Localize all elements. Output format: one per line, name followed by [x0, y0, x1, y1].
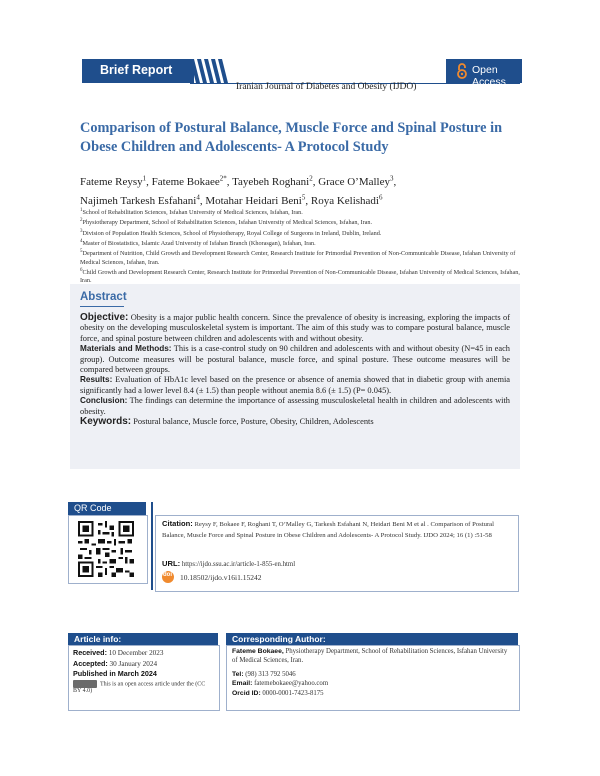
abstract-methods: Materials and Methods: This is a case-control study on 90 children and adolescents with and without obesity (N=45 in each group). Outcome measures will be postural balance, muscle force, and spinal posture. These outcome measures will be compared between groups.	[80, 344, 510, 375]
doi-icon: doi	[162, 571, 174, 583]
article-title-line: Obese Children and Adolescents- A Protocol Study	[80, 139, 389, 155]
affiliation-list	[80, 207, 520, 286]
corresponding-author-heading-bar	[226, 633, 518, 645]
received-date: Received: 10 December 2023	[73, 648, 164, 657]
citation-accent-bar	[151, 502, 153, 590]
abstract-conclusion: Conclusion: The findings can determine the importance of assessing musculoskeletal health in children and adolescents with obesity.	[80, 396, 510, 416]
citation-text	[162, 518, 512, 541]
article-title-line: Comparison of Postural Balance, Muscle Force and Spinal Posture in	[80, 120, 503, 136]
author: Roya Kelishadi$^6$	[310, 193, 383, 208]
abstract-heading-underline	[80, 306, 124, 307]
affiliation: $^1$School of Rehabilitation Sciences, Isfahan University of Medical Sciences, Isfahan, Iran.	[80, 208, 303, 217]
author-list	[80, 170, 520, 209]
author: Fateme Reysy$^1$,	[80, 174, 152, 188]
accepted-date: Accepted: 30 January 2024	[73, 658, 158, 668]
qr-code-heading: QR Code	[74, 503, 112, 513]
corresponding-orcid: Orcid ID: 0000-0001-7423-8175	[232, 689, 324, 697]
article-title	[80, 119, 520, 157]
corresponding-author-heading: Corresponding Author:	[232, 634, 326, 644]
affiliation: $^5$Department of Nutrition, Child Growth and Development Research Center, Research Institute for Primordial Prevention of Non-Communicable Disease, Isfahan University of Medical Sciences, Isfahan, Iran.	[80, 249, 516, 266]
doi-link[interactable]: 10.18502/ijdo.v16i1.15242	[180, 573, 262, 582]
qr-code-heading-bar	[68, 502, 146, 515]
author: Tayebeh Roghani$^2$,	[232, 174, 319, 188]
open-access-lock-icon	[456, 63, 468, 79]
article-info-heading-bar	[68, 633, 218, 645]
citation-label: Citation:	[162, 519, 193, 528]
section-label-bar	[82, 59, 194, 83]
published-date: Published in March 2024	[73, 669, 157, 678]
open-access-label: Open Access	[472, 64, 506, 88]
journal-name: Iranian Journal of Diabetes and Obesity (IJDO)	[236, 82, 417, 92]
qr-code-image[interactable]	[78, 521, 134, 577]
abstract-keywords: Keywords: Postural balance, Muscle force, Posture, Obesity, Children, Adolescents	[80, 416, 374, 428]
author: Grace O’Malley$^3$,	[318, 174, 397, 188]
cc-by-license-icon[interactable]	[73, 680, 97, 688]
corresponding-tel: Tel: (98) 313 792 5046	[232, 670, 296, 678]
open-access-bar	[446, 59, 522, 88]
url-label: URL:	[162, 559, 181, 568]
corresponding-author-text	[232, 647, 514, 698]
article-info-heading: Article info:	[74, 634, 122, 644]
author: Fateme Bokaee$^{2*}$,	[151, 174, 233, 188]
section-label: Brief Report	[100, 63, 173, 77]
author: Motahar Heidari Beni$^5$,	[205, 193, 311, 208]
abstract-objective: Objective: Obesity is a major public health concern. Since the prevalence of obesity is increasing, exploring the impacts of obesity on the developing musculoskeletal system is important. The aim of this study was to compare postural balance, muscle force, and spinal posture between children and adolescents with and without obesity.	[80, 312, 510, 343]
abstract-results: Results: Evaluation of HbA1c level based on the presence or absence of anemia showed that in diabetic group with anemia significantly had a lower level 8.4 (± 1.5) than people without anemia 8.6 (± 1.5) (P= 0.045).	[80, 375, 511, 395]
header-stripes-decoration	[190, 59, 230, 83]
license-note: This is an open access article under the (CC BY 4.0)	[73, 680, 206, 694]
affiliation: $^3$Division of Population Health Sciences, School of Physiotherapy, Royal College of Surgeons in Ireland, Dublin, Ireland.	[80, 228, 382, 237]
affiliation: $^2$Physiotherapy Department, School of Rehabilitation Sciences, Isfahan University of Medical Sciences, Isfahan, Iran.	[80, 218, 373, 227]
abstract-heading: Abstract	[80, 291, 127, 303]
url-link[interactable]: https://ijdo.ssu.ac.ir/article-1-855-en.html	[181, 561, 296, 568]
author: Najimeh Tarkesh Esfahani$^4$,	[80, 193, 206, 208]
corresponding-author-name: Fateme Bokaee, Physiotherapy Department, School of Rehabilitation Sciences, Isfahan University of Medical Sciences, Iran.	[232, 648, 508, 665]
article-info-text	[73, 648, 213, 695]
abstract-body	[80, 313, 510, 427]
citation-url	[162, 559, 295, 568]
corresponding-email: Email: fatemebokaee@yahoo.com	[232, 680, 329, 688]
citation-body: Reysy F, Bokaee F, Roghani T, O’Malley G, Tarkesh Esfahani N, Heidari Beni M et al . Comparison of Postural Balance, Muscle Force and Spinal Posture in Obese Children and Adolescents- A Protocol Study. IJDO 2024; 16 (1) :51-58	[162, 521, 495, 539]
affiliation: $^4$Master of Biostatistics, Islamic Azad University of Isfahan Branch (Khorasgan), Isfahan, Iran.	[80, 239, 316, 248]
affiliation: $^6$Child Growth and Development Research Center, Research Institute for Primordial Prevention of Non-Communicable Disease, Isfahan University of Medical Sciences, Isfahan, Iran.	[80, 268, 520, 285]
